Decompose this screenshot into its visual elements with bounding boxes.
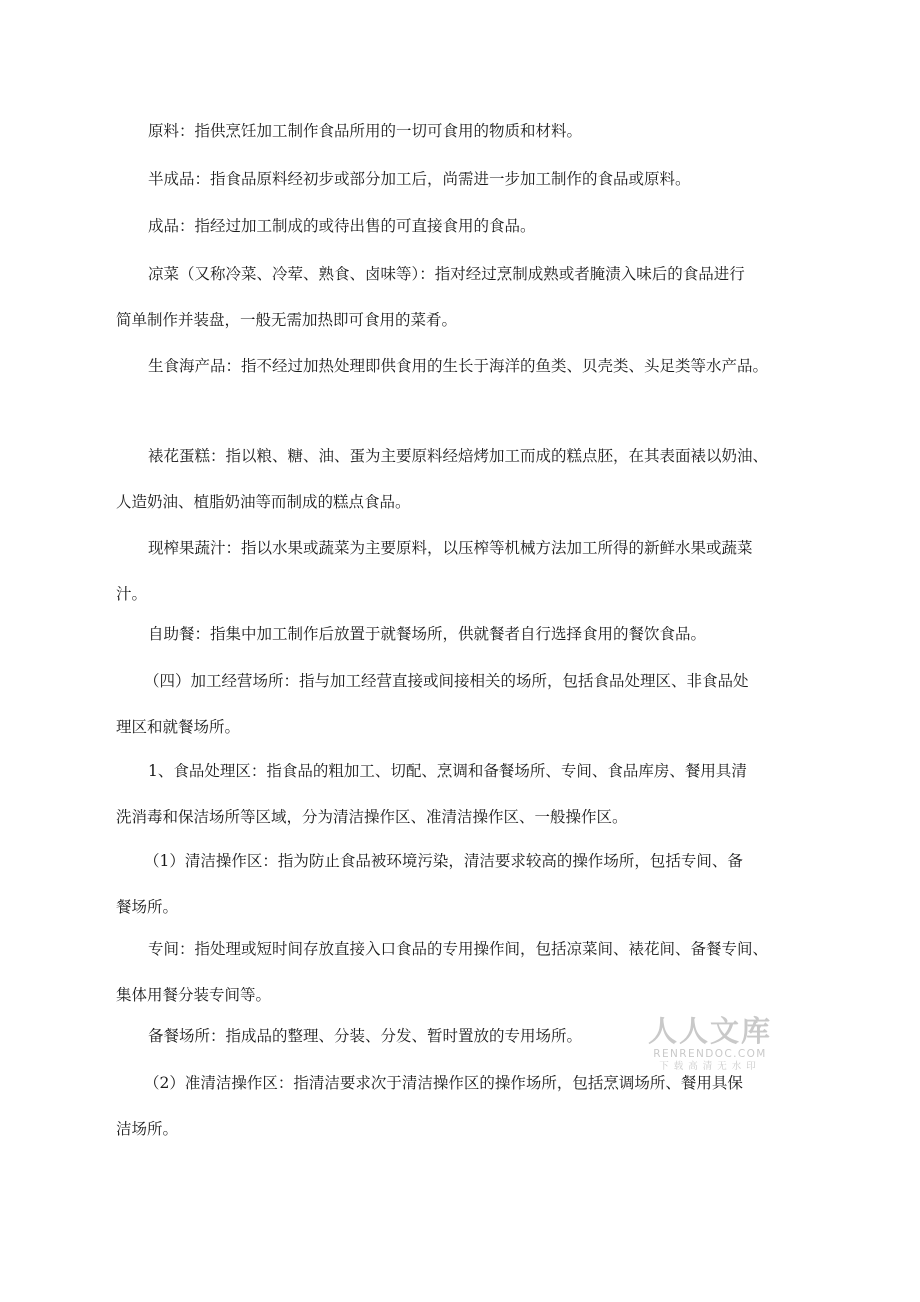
paragraph-line: 成品：指经过加工制成的或待出售的可直接食用的食品。 (148, 217, 536, 235)
paragraph-line: （2）准清洁操作区：指清洁要求次于清洁操作区的操作场所，包括烹调场所、餐用具保 (144, 1074, 743, 1092)
paragraph-line: 备餐场所：指成品的整理、分装、分发、暂时置放的专用场所。 (148, 1027, 583, 1045)
watermark (648, 1014, 772, 1073)
paragraph-line: 1、食品处理区：指食品的粗加工、切配、烹调和备餐场所、专间、食品库房、餐用具清 (148, 762, 747, 780)
paragraph-line: 凉菜（又称冷菜、冷荤、熟食、卤味等）：指对经过烹制成熟或者腌渍入味后的食品进行 (148, 265, 745, 283)
paragraph-semi-clean-area (116, 1060, 806, 1152)
watermark-title: 人人文库 (648, 1014, 773, 1048)
paragraph-clean-operation-area (116, 838, 806, 930)
paragraph-line: （四）加工经营场所：指与加工经营直接或间接相关的场所，包括食品处理区、非食品处 (144, 672, 749, 690)
paragraph-line: 简单制作并装盘，一般无需加热即可食用的菜肴。 (116, 311, 458, 329)
paragraph-line: 人造奶油、植脂奶油等而制成的糕点食品。 (116, 493, 411, 511)
paragraph-finished-products (116, 203, 806, 249)
paragraph-fresh-juice (116, 525, 806, 617)
paragraph-line: 生食海产品：指不经过加热处理即供食用的生长于海洋的鱼类、贝壳类、头足类等水产品。 (148, 357, 769, 375)
paragraph-line: 现榨果蔬汁：指以水果或蔬菜为主要原料，以压榨等机械方法加工所得的新鲜水果或蔬菜 (148, 539, 753, 557)
paragraph-cold-dishes (116, 251, 806, 343)
paragraph-line: 专间：指处理或短时间存放直接入口食品的专用操作间，包括凉菜间、裱花间、备餐专间、 (148, 940, 769, 958)
paragraph-line: 餐场所。 (116, 898, 179, 916)
paragraph-line: （1）清洁操作区：指为防止食品被环境污染，清洁要求较高的操作场所，包括专间、备 (144, 852, 743, 870)
paragraph-special-room (116, 926, 806, 1018)
paragraph-raw-materials (116, 108, 806, 154)
paragraph-line: 半成品：指食品原料经初步或部分加工后，尚需进一步加工制作的食品或原料。 (148, 170, 691, 188)
paragraph-decorated-cake (116, 433, 806, 525)
paragraph-line: 汁。 (116, 585, 148, 603)
paragraph-line: 洗消毒和保洁场所等区域，分为清洁操作区、准清洁操作区、一般操作区。 (116, 808, 628, 826)
paragraph-line: 裱花蛋糕：指以粮、糖、油、蛋为主要原料经焙烤加工而成的糕点胚，在其表面裱以奶油、 (148, 447, 769, 465)
paragraph-raw-seafood (116, 343, 806, 389)
paragraph-business-premises (116, 658, 806, 750)
paragraph-line: 自助餐：指集中加工制作后放置于就餐场所，供就餐者自行选择食用的餐饮食品。 (148, 625, 707, 643)
paragraph-buffet (116, 611, 806, 657)
watermark-domain: RENRENDOC.COM (653, 1048, 767, 1060)
paragraph-line: 洁场所。 (116, 1120, 179, 1138)
paragraph-semi-finished (116, 156, 806, 202)
paragraph-food-processing-area (116, 748, 806, 840)
paragraph-line: 集体用餐分装专间等。 (116, 986, 272, 1004)
watermark-subtitle: 下载高清无水印 (659, 1061, 761, 1072)
paragraph-line: 原料：指供烹饪加工制作食品所用的一切可食用的物质和材料。 (148, 122, 583, 140)
paragraph-line: 理区和就餐场所。 (116, 718, 241, 736)
